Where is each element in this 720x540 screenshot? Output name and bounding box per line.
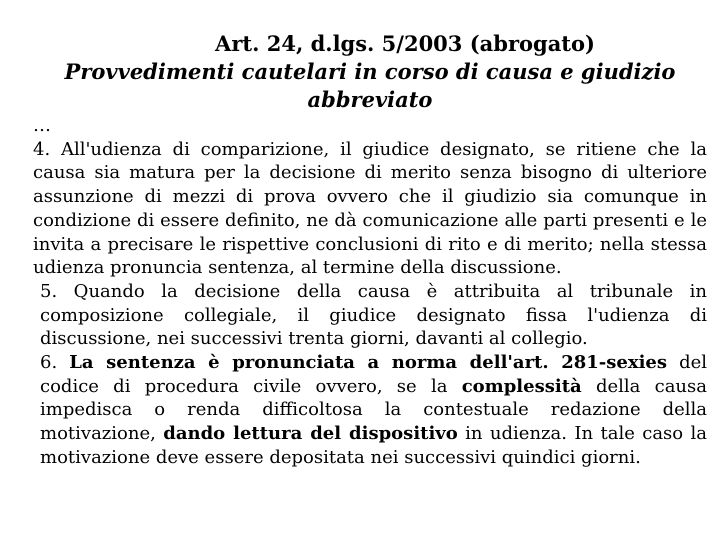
paragraph-6-number: 6. <box>40 352 70 374</box>
ellipsis: … <box>33 115 51 136</box>
paragraph-6-bold-1: La sentenza è pronunciata a norma dell'art. 281-sexies <box>69 352 668 374</box>
paragraph-4: 4. All'udienza di comparizione, il giudice designato, se ritiene che la causa sia matura per la decisione di merito senza bisogno di ulteriore assunzione di mezzi di prova ovvero che il giudizio sia comunque in condizione di essere definito, ne dà comunicazione alle parti presenti e le invita a precisare le rispettive conclusioni di rito e di merito; nella stessa udienza pronuncia sentenza, al termine della discussione. <box>33 138 707 279</box>
document-body <box>33 114 707 470</box>
paragraph-6-bold-2: complessità <box>461 375 582 397</box>
document <box>33 30 707 470</box>
paragraph-6 <box>33 351 707 470</box>
paragraph-6-text-3: in udienza. In tale caso la motivazione deve essere depositata nei successivi quindici giorni. <box>40 423 708 468</box>
paragraph-6-text-1: del codice di procedura civile ovvero, se la <box>40 352 708 397</box>
document-title: Art. 24, d.lgs. 5/2003 (abrogato) <box>215 31 595 56</box>
paragraph-6-bold-3: dando lettura del dispositivo <box>163 423 458 445</box>
paragraph-5: 5. Quando la decisione della causa è attribuita al tribunale in composizione collegiale, il giudice designato fissa l'udienza di discussione, nei successivi trenta giorni, davanti al collegio. <box>40 280 707 350</box>
paragraph-6-text-2: della causa impedisca o renda difficoltosa la contestuale redazione della motivazione, <box>40 375 707 445</box>
document-subtitle: Provvedimenti cautelari in corso di causa e giudizio abbreviato <box>64 59 676 112</box>
